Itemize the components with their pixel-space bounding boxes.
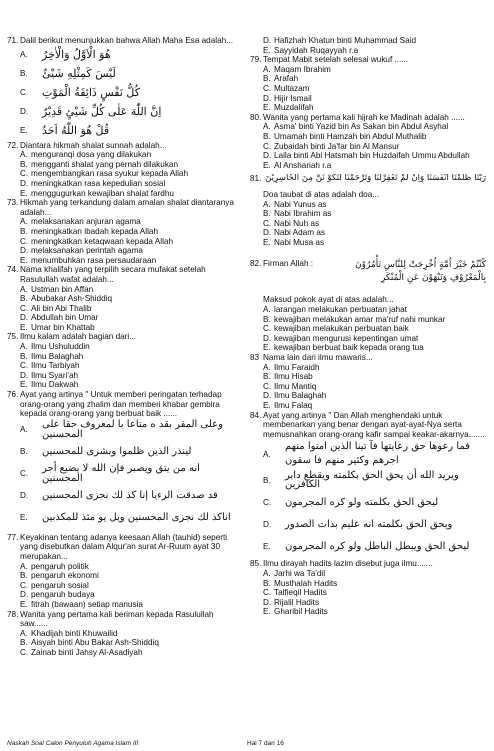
question-84: 84. Ayat yang artinya " Dan Allah menghendaki untuk membenarkan yang benar dengan ayat-ayat-Nya serta memusnahkan orang-orang kafir sampai keakar-akarnya....... bbox=[250, 410, 485, 439]
question-73: 73. Hikmah yang terkandung dalam amalan shalat diantaranya adalah... bbox=[7, 198, 234, 217]
question-81-prompt: Doa taubat di atas adalah doa... bbox=[263, 189, 380, 199]
option-72-d[interactable]: D. meningkatkan rasa kepedulian sosial bbox=[20, 178, 166, 188]
option-83-d[interactable]: D. Ilmu Balaghah bbox=[263, 391, 327, 401]
option-79-a[interactable]: A. Maqam Ibrahim bbox=[263, 64, 331, 74]
option-72-e[interactable]: E. menggugurkan kewajiban shalat fardhu bbox=[20, 188, 174, 198]
option-74-d[interactable]: D. Abdullah bin Umar bbox=[20, 313, 99, 323]
right-column bbox=[250, 36, 486, 617]
option-78-b[interactable]: B. Aisyah binti Abu Bakar Ash-Shiddiq bbox=[20, 638, 159, 648]
option-84-a[interactable]: A. فما رعوها حق رعايتها فآ تينا الذين امنوا منهم اجرهم وكثير منهم فا سقون bbox=[263, 441, 471, 467]
option-78-e[interactable]: E. Sayyidah Ruqayyah r.a bbox=[263, 45, 359, 55]
question-85: 85. Ilmu dirayah hadits lazim disebut juga ilmu....... bbox=[250, 559, 433, 569]
option-83-c[interactable]: C. Ilmu Mantiq bbox=[263, 381, 317, 391]
option-76-b[interactable]: B. لينذر الذين ظلموا وبشرى للمحسنين bbox=[20, 446, 192, 458]
option-78-d[interactable]: D. Hafizhah Khatun binti Muhammad Said bbox=[263, 36, 416, 45]
option-75-e[interactable]: E. Ilmu Dakwah bbox=[20, 380, 79, 390]
option-76-e[interactable]: E. اناكذ لك نجزى المحسنين ويل يو مئذ للمكذبين bbox=[20, 512, 231, 524]
option-80-c[interactable]: C. Zubaidah binti Ja'far bin Al Mansur bbox=[263, 141, 400, 151]
option-77-b[interactable]: B. pengaruh ekonomi bbox=[20, 571, 99, 581]
page-footer bbox=[7, 739, 487, 749]
option-73-d[interactable]: D. melaksanakan perintah agama bbox=[20, 246, 143, 256]
option-83-a[interactable]: A. Ilmu Faraidh bbox=[263, 362, 320, 372]
option-84-e[interactable]: E. ليحق الحق ويبطل الباطل ولو كره المجرمون bbox=[263, 540, 470, 552]
option-82-d[interactable]: D. kewajiban mengurusi kepentingan umat bbox=[263, 333, 419, 343]
option-81-c[interactable]: C. Nabi Nuh as bbox=[263, 218, 320, 228]
option-82-b[interactable]: B. kewajiban melakukan amar ma'ruf nahi munkar bbox=[263, 314, 446, 324]
option-81-d[interactable]: D. Nabi Adam as bbox=[263, 228, 325, 238]
footer-title: Naskah Soal Calon Penyuluh Agama Islam III bbox=[7, 740, 139, 748]
option-77-d[interactable]: D. pengaruh budaya bbox=[20, 590, 95, 600]
option-73-a[interactable]: A. melaksanakan anjuran agama bbox=[20, 217, 141, 227]
option-85-a[interactable]: A. Jarhi wa Ta'dil bbox=[263, 568, 326, 578]
question-80: 80. Wanita yang pertama kali hijrah ke Madinah adalah ...... bbox=[250, 112, 465, 122]
option-83-b[interactable]: B. Ilmu Hisab bbox=[263, 372, 313, 382]
question-76: 76. Ayat yang artinya " Untuk memberi peringatan terhadap orang-orang yang zhalim dan memberi khabar gembira kepada orang-orang yang berbuat baik ...... bbox=[7, 390, 222, 419]
option-73-c[interactable]: C. meningkatkan ketaqwaan kepada Allah bbox=[20, 236, 174, 246]
option-82-e[interactable]: E. kewajiban berbuat baik kepada orang tua bbox=[263, 343, 424, 353]
option-80-d[interactable]: D. Laila binti Abi Hatsmah bin Huzdaifah Ummu Abdullah bbox=[263, 151, 470, 161]
option-77-c[interactable]: C. pengaruh sosial bbox=[20, 580, 89, 590]
option-71-b[interactable]: B. لَيْسَ كَمِثْلِهِ شَيْئٌ bbox=[20, 67, 116, 81]
question-83: 83 Nama lain dari ilmu mawaris... bbox=[250, 353, 373, 363]
option-73-e[interactable]: E. menumbuhkan rasa persaudaraan bbox=[20, 255, 157, 265]
option-83-e[interactable]: E. Ilmu Falaq bbox=[263, 401, 313, 410]
option-78-c[interactable]: C. Zainab binti Jahsy Al-Asadiyah bbox=[20, 647, 143, 657]
option-77-e[interactable]: E. fitrah (bawaan) setiap manusia bbox=[20, 599, 143, 609]
option-79-d[interactable]: D. Hijir Ismail bbox=[263, 93, 312, 103]
question-72: 72. Diantara hikmah shalat sunnah adalah... bbox=[7, 140, 167, 150]
option-81-a[interactable]: A. Nabi Yunus as bbox=[263, 199, 327, 209]
option-85-e[interactable]: E. Gharibil Hadits bbox=[263, 607, 328, 617]
option-79-b[interactable]: B. Arafah bbox=[263, 74, 299, 84]
option-75-a[interactable]: A. Ilmu Ushuluddin bbox=[20, 342, 90, 352]
option-84-b[interactable]: B. ويريد الله أن يحق الحق بكلمته ويقطع دابر الكافرين bbox=[263, 469, 459, 491]
option-80-e[interactable]: E. Al Anshariah r.a bbox=[263, 160, 332, 170]
question-77: 77. Keyakinan tentang adanya keesaan Allah (tauhid) seperti yang disebutkan dalam Alqur'an surat Ar-Ruum ayat 30 merupakan... bbox=[7, 532, 228, 561]
option-72-b[interactable]: B. mengganti shalat yang pernah dilakukan bbox=[20, 159, 179, 169]
option-78-a[interactable]: A. Khadijah binti Khuwailid bbox=[20, 628, 118, 638]
option-73-b[interactable]: B. meningkatkan ibadah kepada Allah bbox=[20, 226, 159, 236]
option-74-a[interactable]: A. Ustman bin Affan bbox=[20, 284, 94, 294]
question-82-prompt: Maksud pokok ayat di atas adalah... bbox=[263, 295, 394, 305]
option-79-c[interactable]: C. Multazam bbox=[263, 83, 310, 93]
question-82: 82. Firman Allah : كُنْتُمْ خَيْرَ اُمَّةٍ اُخْرِجَتْ لِلنَّاسِ تَأْمُرُوْنَ بِالْمَعْرُوْفِ وَتَنْهَوْنَ عَنِ الْمُنْكَرِ bbox=[250, 259, 486, 284]
option-71-e[interactable]: E. قُلْ هُوَ اللّٰهُ اَحَدٌ bbox=[20, 124, 110, 138]
option-85-b[interactable]: B. Musthalah Hadits bbox=[263, 578, 338, 588]
left-column bbox=[7, 36, 243, 658]
option-72-c[interactable]: C. mengembangkan rasa syukur kepada Allah bbox=[20, 169, 189, 179]
option-75-d[interactable]: D. Ilmu Syari'ah bbox=[20, 370, 79, 380]
option-74-c[interactable]: C. Ali bin Abi Thalib bbox=[20, 303, 92, 313]
option-82-a[interactable]: A. larangan melakukan perbuatan jahat bbox=[263, 305, 407, 315]
option-80-b[interactable]: B. Umamah binti Hamzah bin Abdul Muthalib bbox=[263, 131, 427, 141]
option-81-b[interactable]: B. Nabi Ibrahim as bbox=[263, 209, 332, 219]
option-84-c[interactable]: C. ليحق الحق بكلمته ولو كره المجرمون bbox=[263, 496, 439, 508]
question-71: 71. Dalil berikut menunjukkan bahwa Allah Maha Esa adalah... bbox=[7, 36, 234, 45]
option-82-c[interactable]: C. kewajiban melakukan perbuatan baik bbox=[263, 324, 409, 334]
option-74-e[interactable]: E. Umar bin Khattab bbox=[20, 322, 95, 332]
option-71-a[interactable]: A. هُوَ الْاَوَّلُ وَالْاٰخِرُ bbox=[20, 48, 111, 62]
page-number: Hal 7 dari 16 bbox=[247, 740, 284, 748]
question-78: 78. Wanita yang pertama kali beriman kepada Rasulullah saw...... bbox=[7, 609, 214, 629]
option-75-b[interactable]: B. Ilmu Balaghah bbox=[20, 351, 84, 361]
option-77-a[interactable]: A. pengaruh politik bbox=[20, 561, 89, 571]
option-84-d[interactable]: D. ويحق الحق بكلمته انه عليم بذات الصدور bbox=[263, 518, 453, 530]
question-81: 81. رَبَّنَا ظَلَمْنَا اَنْفُسَنَا وَاِنْ لَمْ تَغْفِرْلَنَا وَتَرْحَمْنَا لَنَكُوْ نَنَّ مِنَ الْخَاسِرِيْنَ bbox=[250, 174, 486, 184]
option-85-c[interactable]: C. Talfieqil Hadits bbox=[263, 588, 327, 598]
option-72-a[interactable]: A. menguranqi dosa yang dilakukan bbox=[20, 150, 152, 160]
option-71-d[interactable]: D. اِنَّ اللّٰهَ عَلٰى كُلِّ شَيْئٍ قَدِيْرٌ bbox=[20, 105, 162, 119]
option-85-d[interactable]: D. Rijalil Hadits bbox=[263, 597, 320, 607]
option-75-c[interactable]: C. Ilmu Tarbiyah bbox=[20, 361, 80, 371]
option-74-b[interactable]: B. Abubakar Ash-Shiddiq bbox=[20, 294, 113, 304]
option-76-a[interactable]: A. وعلى المقر بقد ه متاعا با لمعروف حقا على المحسنين bbox=[20, 419, 223, 440]
option-79-e[interactable]: E. Muzdalifah bbox=[263, 103, 314, 113]
question-79: 79. Tempat Mabit setelah selesai wukuf ...... bbox=[250, 55, 409, 65]
option-76-c[interactable]: C. انه من يتق ويصبر فإن الله لا يضيع أجر المحسنين bbox=[20, 463, 200, 484]
option-76-d[interactable]: D. قد صدقت الرءيا إنا كذ لك نجزى المحسنين bbox=[20, 490, 218, 502]
question-74: 74. Nama khalifah yang terpilih secara mufakat setelah Rasulullah wafat adalah... bbox=[7, 265, 206, 284]
option-71-c[interactable]: C. كُلُّ نَفْسٍ ذَائِقَةُ الْمَوْتِ bbox=[20, 86, 140, 100]
option-81-e[interactable]: E. Nabi Musa as bbox=[263, 237, 325, 247]
option-80-a[interactable]: A. Asma' binti Yazid bin As Sakan bin Abdul Asyhal bbox=[263, 122, 449, 132]
question-75: 75. Ilmu kalam adalah bagian dari... bbox=[7, 332, 137, 342]
